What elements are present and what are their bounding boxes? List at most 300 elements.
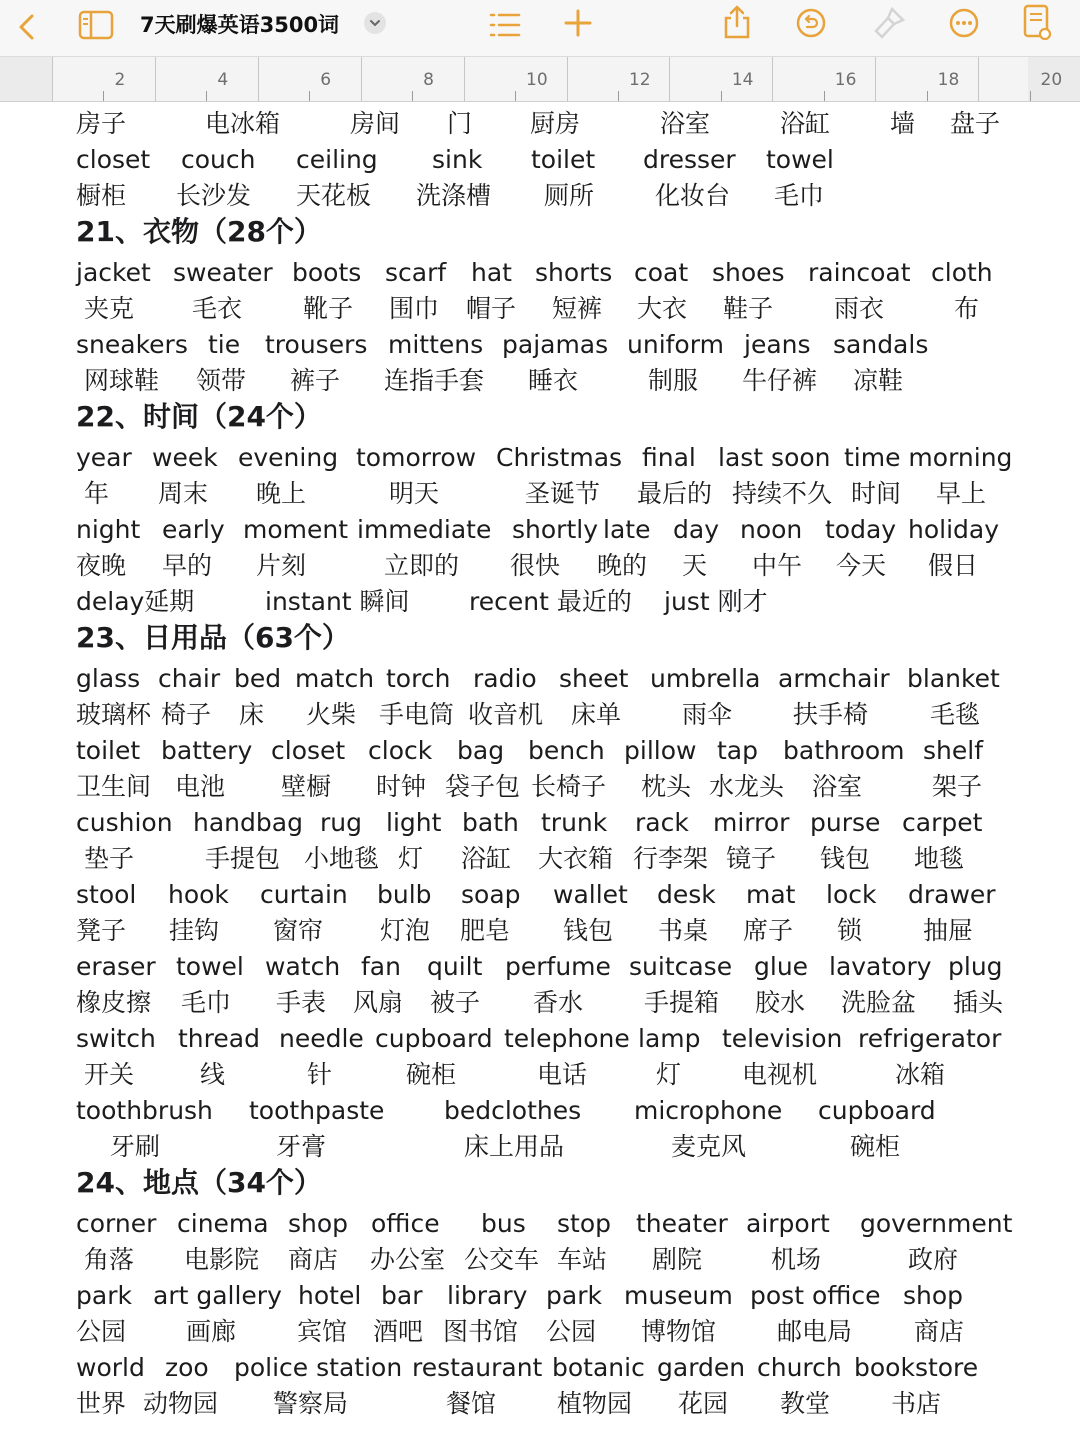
- chinese-meaning-row: [0, 548, 1080, 584]
- chinese-meaning: 电影院: [184, 1245, 260, 1274]
- english-word-row: [0, 949, 1080, 985]
- english-word: late: [603, 515, 651, 544]
- english-word: trunk: [541, 808, 608, 837]
- english-word: perfume: [505, 952, 611, 981]
- english-word: tomorrow: [356, 443, 477, 472]
- english-word-row: [0, 327, 1080, 363]
- english-word: garden: [657, 1353, 746, 1382]
- chinese-meaning: 房间: [350, 109, 401, 138]
- chinese-meaning: 浴室: [812, 772, 863, 801]
- ruler-tick: [567, 57, 568, 101]
- section-heading: 21、衣物（28个）: [76, 215, 322, 248]
- english-word: hook: [168, 880, 229, 909]
- english-word: curtain: [260, 880, 348, 909]
- english-word: lamp: [638, 1024, 701, 1053]
- english-word: wallet: [553, 880, 628, 909]
- english-word: handbag: [193, 808, 303, 837]
- ruler-tick: [978, 57, 979, 101]
- chinese-meaning: 公园: [546, 1317, 597, 1346]
- section-heading: 23、日用品（63个）: [76, 621, 350, 654]
- english-word: dresser: [643, 145, 736, 174]
- undo-icon[interactable]: [795, 7, 827, 39]
- chinese-meaning: 玻璃杯: [76, 700, 152, 729]
- chinese-meaning: 世界: [76, 1389, 127, 1418]
- english-word: botanic: [552, 1353, 645, 1382]
- english-word: art gallery: [153, 1281, 282, 1310]
- chinese-meaning: 牙膏: [276, 1132, 327, 1161]
- english-word: stool: [76, 880, 137, 909]
- chinese-meaning: 灯: [398, 844, 424, 873]
- chinese-meaning: 晚的: [597, 551, 648, 580]
- chinese-meaning: 被子: [430, 988, 481, 1017]
- english-word: shoes: [712, 258, 785, 287]
- chinese-meaning: 架子: [932, 772, 983, 801]
- chinese-meaning: 书店: [891, 1389, 942, 1418]
- english-word: bedclothes: [444, 1096, 582, 1125]
- chinese-meaning-row: [0, 291, 1080, 327]
- english-word: shop: [903, 1281, 964, 1310]
- ruler-tick: [412, 91, 413, 101]
- english-word: toilet: [76, 736, 141, 765]
- english-word: bag: [457, 736, 505, 765]
- chinese-meaning: 鞋子: [723, 294, 774, 323]
- english-word: needle: [279, 1024, 364, 1053]
- english-word: tap: [717, 736, 758, 765]
- chinese-meaning-row: [0, 178, 1080, 214]
- chinese-meaning: 网球鞋: [84, 366, 160, 395]
- chinese-meaning: 胶水: [755, 988, 806, 1017]
- english-word: boots: [292, 258, 362, 287]
- chinese-meaning: 冰箱: [895, 1060, 946, 1089]
- english-word: instant 瞬间: [265, 587, 410, 616]
- chinese-meaning: 插头: [953, 988, 1004, 1017]
- chinese-meaning: 碗柜: [850, 1132, 901, 1161]
- english-word: final: [642, 443, 696, 472]
- english-word: bench: [528, 736, 605, 765]
- chinese-meaning: 裤子: [290, 366, 341, 395]
- ruler-tick: [875, 57, 876, 101]
- chinese-meaning: 长沙发: [176, 181, 252, 210]
- chinese-meaning: 夹克: [84, 294, 135, 323]
- chinese-meaning: 早上: [936, 479, 987, 508]
- chinese-meaning: 电视机: [742, 1060, 818, 1089]
- chinese-meaning: 植物园: [557, 1389, 633, 1418]
- english-word: toothbrush: [76, 1096, 213, 1125]
- english-word: time morning: [844, 443, 1013, 472]
- english-word: world: [76, 1353, 145, 1382]
- english-word-row: [0, 1350, 1080, 1386]
- english-word: holiday: [908, 515, 1000, 544]
- english-word: ceiling: [296, 145, 378, 174]
- english-word: jacket: [76, 258, 151, 287]
- english-word: armchair: [778, 664, 890, 693]
- chinese-meaning: 厕所: [544, 181, 595, 210]
- chinese-meaning: 毛毯: [930, 700, 981, 729]
- english-word: government: [860, 1209, 1013, 1238]
- chinese-meaning: 洗涤槽: [416, 181, 492, 210]
- english-word: shortly: [512, 515, 598, 544]
- chinese-meaning: 肥皂: [460, 916, 511, 945]
- english-word: delay延期: [76, 587, 195, 616]
- english-word: uniform: [627, 330, 724, 359]
- chinese-meaning: 车站: [557, 1245, 608, 1274]
- ruler-label: 14: [731, 70, 754, 90]
- chinese-meaning: 机场: [771, 1245, 822, 1274]
- chinese-meaning: 手提包: [205, 844, 281, 873]
- english-word: library: [447, 1281, 528, 1310]
- chinese-meaning: 靴子: [303, 294, 354, 323]
- english-word: chair: [158, 664, 221, 693]
- english-word: radio: [473, 664, 537, 693]
- english-word: coat: [634, 258, 689, 287]
- english-word: police station: [234, 1353, 403, 1382]
- english-word: bathroom: [783, 736, 905, 765]
- english-word: umbrella: [650, 664, 761, 693]
- english-word-row: [0, 1206, 1080, 1242]
- chinese-meaning: 早的: [162, 551, 213, 580]
- ruler-tick: [927, 91, 928, 101]
- chinese-meaning: 政府: [908, 1245, 959, 1274]
- chinese-meaning: 开关: [84, 1060, 135, 1089]
- english-word: microphone: [634, 1096, 783, 1125]
- english-word: shop: [288, 1209, 349, 1238]
- chinese-meaning: 垫子: [84, 844, 135, 873]
- chinese-meaning: 抽屉: [923, 916, 974, 945]
- chinese-meaning: 办公室: [370, 1245, 446, 1274]
- ruler[interactable]: [0, 57, 1080, 102]
- english-word-row: [0, 877, 1080, 913]
- chinese-meaning: 凳子: [76, 916, 127, 945]
- english-word: last soon: [718, 443, 831, 472]
- english-word: light: [386, 808, 442, 837]
- sidebar-icon[interactable]: [78, 10, 114, 40]
- chinese-meaning: 收音机: [468, 700, 544, 729]
- chinese-meaning: 持续不久: [732, 479, 833, 508]
- ruler-tick: [309, 91, 310, 101]
- chinese-meaning: 化妆台: [655, 181, 731, 210]
- ruler-label: 18: [937, 70, 960, 90]
- chinese-meaning: 手电筒: [379, 700, 455, 729]
- chinese-meaning: 电冰箱: [205, 109, 281, 138]
- english-word: bed: [234, 664, 282, 693]
- chinese-meaning: 立即的: [384, 551, 460, 580]
- add-icon[interactable]: [563, 8, 593, 38]
- english-word: park: [546, 1281, 602, 1310]
- english-word: just 刚才: [664, 587, 768, 616]
- chinese-meaning-row: [0, 1129, 1080, 1165]
- chinese-meaning: 灯泡: [380, 916, 431, 945]
- chinese-meaning: 凉鞋: [853, 366, 904, 395]
- english-word: bath: [462, 808, 519, 837]
- english-word: sheet: [559, 664, 629, 693]
- chinese-meaning: 卫生间: [76, 772, 152, 801]
- chinese-meaning-row: [0, 841, 1080, 877]
- chinese-meaning: 餐馆: [446, 1389, 497, 1418]
- english-word: lavatory: [829, 952, 932, 981]
- ruler-label: 4: [217, 70, 229, 90]
- ruler-tick: [721, 91, 722, 101]
- ruler-label: 10: [526, 70, 548, 90]
- english-word: mirror: [713, 808, 790, 837]
- english-word: lock: [826, 880, 877, 909]
- english-word-row: [0, 440, 1080, 476]
- english-word: toilet: [531, 145, 596, 174]
- chinese-meaning: 酒吧: [373, 1317, 424, 1346]
- ruler-tick: [824, 91, 825, 101]
- english-word: glass: [76, 664, 141, 693]
- english-word: sink: [432, 145, 483, 174]
- format-brush-icon[interactable]: [872, 6, 906, 40]
- chinese-meaning: 香水: [533, 988, 584, 1017]
- english-word: mat: [746, 880, 796, 909]
- english-word: stop: [557, 1209, 611, 1238]
- english-word: sweater: [173, 258, 273, 287]
- english-word: sandals: [833, 330, 929, 359]
- english-word: telephone: [504, 1024, 630, 1053]
- chinese-meaning: 火柴: [306, 700, 357, 729]
- chinese-meaning-row: [0, 769, 1080, 805]
- chinese-meaning: 墙: [890, 109, 916, 138]
- chinese-meaning: 明天: [389, 479, 440, 508]
- english-word: shelf: [923, 736, 983, 765]
- chinese-meaning: 镜子: [726, 844, 777, 873]
- chinese-meaning: 圣诞节: [525, 479, 601, 508]
- chinese-meaning: 画廊: [186, 1317, 237, 1346]
- english-word: year: [76, 443, 132, 472]
- ruler-tick: [464, 57, 465, 101]
- english-word: office: [371, 1209, 440, 1238]
- chinese-meaning: 毛巾: [181, 988, 232, 1017]
- chinese-meaning: 厨房: [530, 109, 581, 138]
- ruler-tick: [155, 57, 156, 101]
- english-word: rug: [320, 808, 362, 837]
- chinese-meaning: 警察局: [273, 1389, 349, 1418]
- english-word: drawer: [908, 880, 996, 909]
- english-word: cloth: [931, 258, 993, 287]
- chinese-meaning: 麦克风: [671, 1132, 747, 1161]
- english-word-row: [0, 584, 1080, 620]
- chinese-meaning: 水龙头: [709, 772, 785, 801]
- english-word: theater: [636, 1209, 728, 1238]
- ruler-label: 2: [114, 70, 126, 90]
- chinese-meaning: 灯: [656, 1060, 682, 1089]
- chinese-meaning: 袋子包: [445, 772, 521, 801]
- chinese-meaning: 线: [200, 1060, 226, 1089]
- chinese-meaning: 电池: [175, 772, 226, 801]
- chinese-meaning: 毛巾: [774, 181, 825, 210]
- english-word: glue: [754, 952, 809, 981]
- list-icon[interactable]: [488, 10, 522, 40]
- chinese-meaning: 大衣: [637, 294, 688, 323]
- chinese-meaning: 窗帘: [273, 916, 324, 945]
- english-word: refrigerator: [858, 1024, 1002, 1053]
- chevron-down-icon: [364, 12, 386, 34]
- chinese-meaning: 短裤: [552, 294, 603, 323]
- chinese-meaning: 中午: [752, 551, 803, 580]
- english-word: week: [152, 443, 218, 472]
- english-word: eraser: [76, 952, 156, 981]
- chinese-meaning: 公交车: [464, 1245, 540, 1274]
- chinese-meaning: 天: [682, 551, 708, 580]
- ruler-label: 12: [628, 70, 651, 90]
- document-settings-icon[interactable]: [1022, 4, 1054, 42]
- document-body[interactable]: [0, 102, 1080, 1440]
- english-word: hotel: [298, 1281, 362, 1310]
- english-word: cushion: [76, 808, 173, 837]
- chinese-meaning: 挂钩: [169, 916, 220, 945]
- ruler-tick: [361, 57, 362, 101]
- chinese-meaning: 邮电局: [777, 1317, 853, 1346]
- english-word: raincoat: [808, 258, 911, 287]
- chinese-meaning: 大衣箱: [538, 844, 614, 873]
- english-word: trousers: [265, 330, 368, 359]
- english-word: museum: [624, 1281, 733, 1310]
- chinese-meaning: 扶手椅: [793, 700, 869, 729]
- chinese-meaning: 角落: [84, 1245, 135, 1274]
- english-word-row: [0, 512, 1080, 548]
- chinese-meaning: 橱柜: [76, 181, 127, 210]
- english-word: bus: [481, 1209, 526, 1238]
- english-word: couch: [181, 145, 256, 174]
- chinese-meaning: 针: [307, 1060, 333, 1089]
- chinese-meaning-row: [0, 1242, 1080, 1278]
- english-word-row: [0, 805, 1080, 841]
- english-word: tie: [208, 330, 241, 359]
- english-word: plug: [948, 952, 1003, 981]
- more-icon[interactable]: [948, 7, 980, 39]
- chinese-meaning: 风扇: [353, 988, 404, 1017]
- english-word: closet: [271, 736, 346, 765]
- chinese-meaning: 今天: [836, 551, 887, 580]
- chinese-meaning: 教堂: [780, 1389, 831, 1418]
- chinese-meaning: 假日: [928, 551, 979, 580]
- chinese-meaning-row: [0, 476, 1080, 512]
- chinese-meaning: 动物园: [143, 1389, 219, 1418]
- chinese-meaning: 制服: [648, 366, 699, 395]
- chinese-meaning: 行李架: [633, 844, 709, 873]
- english-word: restaurant: [412, 1353, 543, 1382]
- ruler-tick: [669, 57, 670, 101]
- chinese-meaning-row: [0, 1386, 1080, 1422]
- chinese-meaning: 浴缸: [780, 109, 831, 138]
- chinese-meaning: 碗柜: [406, 1060, 457, 1089]
- english-word: towel: [176, 952, 244, 981]
- english-word: television: [722, 1024, 843, 1053]
- ruler-label: 6: [320, 70, 332, 90]
- chinese-meaning: 浴缸: [461, 844, 512, 873]
- section-heading: 22、时间（24个）: [76, 400, 322, 433]
- ruler-label: 20: [1040, 70, 1063, 90]
- english-word: pajamas: [502, 330, 609, 359]
- ruler-tick: [515, 91, 516, 101]
- ruler-tick: [103, 91, 104, 101]
- chinese-meaning: 公园: [76, 1317, 127, 1346]
- english-word-row: [0, 1278, 1080, 1314]
- chinese-meaning: 钱包: [820, 844, 871, 873]
- chinese-meaning: 牛仔裤: [742, 366, 818, 395]
- chinese-meaning: 花园: [678, 1389, 729, 1418]
- english-word-row: [0, 1093, 1080, 1129]
- english-word: park: [76, 1281, 132, 1310]
- english-word: mittens: [388, 330, 484, 359]
- english-word: torch: [386, 664, 451, 693]
- english-word: cupboard: [375, 1024, 493, 1053]
- english-word: fan: [361, 952, 401, 981]
- english-word: early: [162, 515, 225, 544]
- chinese-meaning: 剧院: [652, 1245, 703, 1274]
- english-word: purse: [810, 808, 881, 837]
- chinese-meaning: 图书馆: [443, 1317, 519, 1346]
- ruler-label: 8: [423, 70, 434, 90]
- chinese-meaning: 雨衣: [834, 294, 885, 323]
- chinese-meaning: 天花板: [296, 181, 372, 210]
- chinese-meaning: 很快: [510, 551, 561, 580]
- english-word: cinema: [177, 1209, 269, 1238]
- english-word-row: [0, 661, 1080, 697]
- chinese-meaning: 毛衣: [192, 294, 243, 323]
- chinese-meaning: 周末: [158, 479, 209, 508]
- english-word: desk: [657, 880, 716, 909]
- english-word: church: [757, 1353, 842, 1382]
- english-word: noon: [740, 515, 803, 544]
- english-word: shorts: [535, 258, 613, 287]
- chinese-meaning: 洗脸盆: [841, 988, 917, 1017]
- ruler-tick: [206, 91, 207, 101]
- english-word: suitcase: [629, 952, 733, 981]
- english-word: toothpaste: [249, 1096, 385, 1125]
- chinese-meaning: 电话: [537, 1060, 588, 1089]
- english-word: hat: [471, 258, 512, 287]
- english-word: closet: [76, 145, 151, 174]
- title-menu-button[interactable]: [364, 12, 386, 34]
- chinese-meaning: 商店: [288, 1245, 339, 1274]
- english-word: sneakers: [76, 330, 188, 359]
- chinese-meaning: 枕头: [641, 772, 692, 801]
- chinese-meaning-row: [0, 1314, 1080, 1350]
- chinese-meaning-row: [0, 363, 1080, 399]
- chinese-meaning: 盘子: [950, 109, 1001, 138]
- chinese-meaning: 钱包: [563, 916, 614, 945]
- ruler-tick: [772, 57, 773, 101]
- share-icon[interactable]: [722, 4, 752, 40]
- chinese-meaning: 时间: [851, 479, 902, 508]
- ruler-tick: [258, 57, 259, 101]
- chinese-meaning: 书桌: [658, 916, 709, 945]
- english-word: recent 最近的: [469, 587, 632, 616]
- document-title[interactable]: 7天刷爆英语3500词: [140, 13, 340, 37]
- english-word: cupboard: [818, 1096, 936, 1125]
- english-word-row: [0, 255, 1080, 291]
- chinese-meaning: 连指手套: [384, 366, 485, 395]
- chinese-meaning: 手提箱: [644, 988, 720, 1017]
- ruler-tick: [1030, 91, 1031, 101]
- chinese-meaning: 小地毯: [304, 844, 380, 873]
- chinese-meaning: 地毯: [914, 844, 965, 873]
- chinese-meaning: 长椅子: [531, 772, 607, 801]
- chinese-meaning-row: [0, 697, 1080, 733]
- english-word: battery: [161, 736, 253, 765]
- chinese-meaning: 片刻: [256, 551, 307, 580]
- english-word: corner: [76, 1209, 157, 1238]
- chinese-meaning-row: [0, 1057, 1080, 1093]
- english-word-row: [0, 1021, 1080, 1057]
- back-icon[interactable]: [12, 12, 42, 42]
- chinese-meaning: 宾馆: [297, 1317, 348, 1346]
- english-word: night: [76, 515, 141, 544]
- chinese-meaning: 晚上: [256, 479, 307, 508]
- chinese-meaning: 年: [84, 479, 110, 508]
- ruler-label: 16: [834, 70, 857, 90]
